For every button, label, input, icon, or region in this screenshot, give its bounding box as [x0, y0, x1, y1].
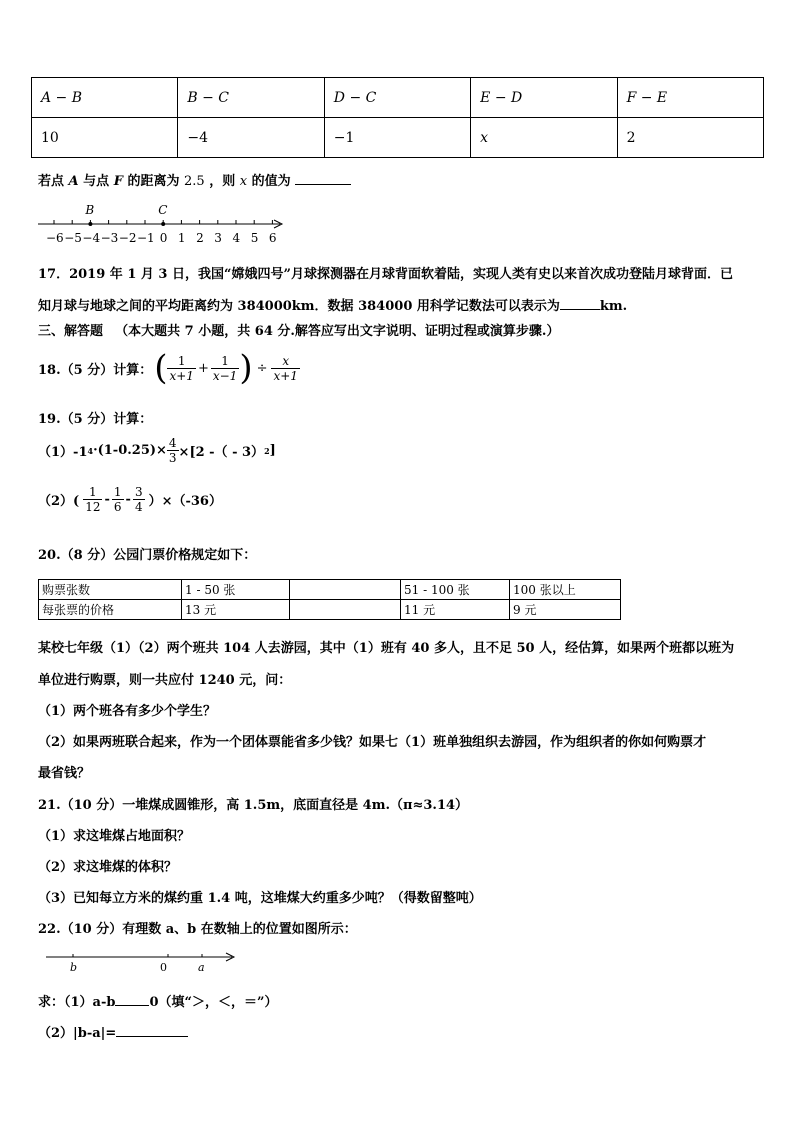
ask-text: 求：（1）a-b	[38, 995, 116, 1010]
tick-label: −3	[100, 231, 119, 245]
minus-sign: -	[125, 492, 131, 507]
exponent: 2	[264, 445, 270, 456]
number-line	[38, 203, 282, 245]
expr-text: ）×（-36）	[148, 494, 222, 509]
expr-text: ×[2 -（ - 3）	[178, 445, 265, 460]
exponent: 4	[87, 445, 94, 456]
tick-label: 3	[214, 231, 222, 245]
fraction	[271, 354, 299, 383]
q16-point-a: A	[68, 174, 79, 189]
answer-blank[interactable]	[116, 1036, 188, 1037]
point-b	[88, 222, 92, 226]
expr-text: （1）-1	[38, 445, 88, 460]
operator: +	[197, 360, 209, 376]
tick-label: 0	[159, 231, 168, 245]
q16-text: 若点	[38, 174, 65, 189]
q16-text: 与点	[83, 174, 110, 189]
label-b: b	[70, 961, 78, 974]
numerator: 3	[134, 485, 143, 499]
table-row	[39, 600, 621, 620]
table-cell: 2	[617, 118, 763, 158]
table-row	[39, 580, 621, 600]
section-title: 三、解答题	[38, 324, 104, 339]
table-header-cell: E − D	[471, 78, 617, 118]
tick-label: 2	[196, 231, 204, 245]
fraction	[133, 485, 145, 514]
q17-unit: km.	[599, 299, 628, 314]
number-line-figure	[36, 200, 288, 248]
table-row	[32, 118, 764, 158]
expr-text: （2）(	[38, 494, 80, 509]
q17-line2	[38, 295, 627, 314]
denominator: x−1	[212, 368, 238, 383]
denominator: x+1	[273, 368, 298, 383]
label-b: B	[85, 203, 95, 217]
tick-label: −5	[64, 231, 82, 245]
label-a: a	[198, 961, 205, 974]
q16-text: 的距离为	[127, 174, 180, 189]
ask-text: 0（填“＞，＜，＝”）	[149, 995, 278, 1010]
answer-blank[interactable]	[295, 184, 351, 185]
table-header-cell: A − B	[32, 78, 178, 118]
table-cell: x	[471, 118, 617, 158]
table-cell: 购票张数	[39, 580, 182, 600]
table-row	[32, 78, 764, 118]
table-cell: −4	[178, 118, 324, 158]
q21-label: 21.（10 分）一堆煤成圆锥形，高 1.5m，底面直径是 4m.（π≈3.14）	[38, 798, 469, 813]
tick-label: 1	[177, 231, 186, 245]
q20-subquestion2-cont: 最省钱？	[38, 766, 91, 781]
q22-label: 22.（10 分）有理数 a、b 在数轴上的位置如图所示：	[38, 922, 357, 937]
paren-close: )	[239, 348, 253, 388]
q22-ask2	[38, 1022, 188, 1041]
tick-label: −1	[137, 231, 155, 245]
ticket-price-table	[38, 579, 621, 620]
q16-stem	[38, 170, 351, 189]
table-cell: 100 张以上	[510, 580, 621, 600]
q20-subquestion1: （1）两个班各有多少个学生？	[38, 704, 217, 719]
q20-paragraph2: 单位进行购票，则一共应付 1240 元，问：	[38, 673, 292, 688]
q22-ask1	[38, 991, 277, 1010]
section-heading	[38, 320, 559, 339]
fraction	[83, 485, 102, 514]
expr-text: ]	[269, 443, 276, 458]
table-cell: 11 元	[401, 600, 510, 620]
answer-blank[interactable]	[560, 309, 600, 310]
numerator: 1	[89, 485, 97, 499]
denominator: x+1	[169, 368, 194, 383]
numerator: 1	[113, 485, 122, 499]
q16-text: ，则	[209, 174, 236, 189]
denominator: 3	[168, 451, 177, 465]
fraction	[211, 354, 239, 383]
q20-paragraph1: 某校七年级（1）（2）两个班共 104 人去游园，其中（1）班有 40 多人，且不足 50 人，经估算，如果两个班都以班为	[38, 641, 735, 656]
minus-sign: -	[104, 492, 110, 507]
q19-part2	[38, 485, 222, 514]
tick-label: −2	[118, 231, 137, 245]
denominator: 6	[113, 500, 122, 514]
table-cell	[290, 600, 401, 620]
paren-open: (	[154, 348, 168, 388]
label-zero: 0	[160, 961, 167, 974]
ab-number-line-figure	[44, 947, 240, 975]
numerator: 1	[177, 353, 186, 368]
difference-table	[31, 77, 764, 158]
q20-label: 20.（8 分）公园门票价格规定如下：	[38, 548, 257, 563]
q17-text: 知月球与地球之间的平均距离约为 384000km．数据 384000 用科学记数法可以表示为	[38, 299, 560, 314]
q21-subquestion3: （3）已知每立方米的煤约重 1.4 吨，这堆煤大约重多少吨？（得数留整吨）	[38, 891, 482, 906]
table-cell: 51 - 100 张	[401, 580, 510, 600]
numerator: 4	[168, 436, 177, 450]
label-c: C	[158, 203, 168, 217]
table-cell	[290, 580, 401, 600]
q18	[38, 348, 300, 388]
q16-distance: 2.5	[184, 174, 205, 189]
table-header-cell: D − C	[324, 78, 470, 118]
expr-text: ·(1-0.25)×	[93, 443, 167, 458]
tick-label: −6	[46, 231, 64, 245]
tick-label: 6	[268, 231, 277, 245]
table-cell: 9 元	[510, 600, 621, 620]
q19-label: 19.（5 分）计算：	[38, 412, 153, 427]
fraction	[167, 436, 179, 465]
fraction	[112, 485, 124, 514]
q21-subquestion2: （2）求这堆煤的体积？	[38, 860, 178, 875]
answer-blank[interactable]	[115, 1005, 149, 1006]
ask-text: （2）|b-a|=	[38, 1026, 117, 1041]
operator: ÷	[256, 360, 268, 376]
numerator: x	[282, 353, 290, 368]
q18-label: 18.（5 分）计算：	[38, 362, 153, 378]
q16-point-f: F	[113, 174, 123, 189]
denominator: 12	[85, 500, 101, 514]
table-cell: 每张票的价格	[39, 600, 182, 620]
table-cell: −1	[324, 118, 470, 158]
tick-label: 4	[232, 231, 241, 245]
numerator: 1	[221, 353, 229, 368]
table-header-cell: B − C	[178, 78, 324, 118]
fraction	[167, 354, 195, 383]
section-desc: （本大题共 7 小题，共 64 分.解答应写出文字说明、证明过程或演算步骤.）	[115, 324, 560, 339]
table-cell: 13 元	[182, 600, 290, 620]
q20-subquestion2: （2）如果两班联合起来，作为一个团体票能省多少钱？如果七（1）班单独组织去游园，作为组织者的你如何购票才	[38, 735, 707, 750]
table-cell: 10	[32, 118, 178, 158]
tick-label: 5	[250, 231, 259, 245]
q17-line1: 17．2019 年 1 月 3 日，我国“嫦娥四号”月球探测器在月球背面软着陆，实现人类有史以来首次成功登陆月球背面．已	[38, 267, 733, 282]
q16-text: 的值为	[251, 174, 291, 189]
point-c	[161, 222, 165, 226]
tick-label: −4	[82, 231, 101, 245]
q21-subquestion1: （1）求这堆煤占地面积？	[38, 829, 191, 844]
q19-part1	[38, 436, 276, 465]
q16-var-x: x	[239, 174, 248, 189]
table-cell: 1 - 50 张	[182, 580, 290, 600]
denominator: 4	[134, 500, 143, 514]
table-header-cell: F − E	[617, 78, 763, 118]
